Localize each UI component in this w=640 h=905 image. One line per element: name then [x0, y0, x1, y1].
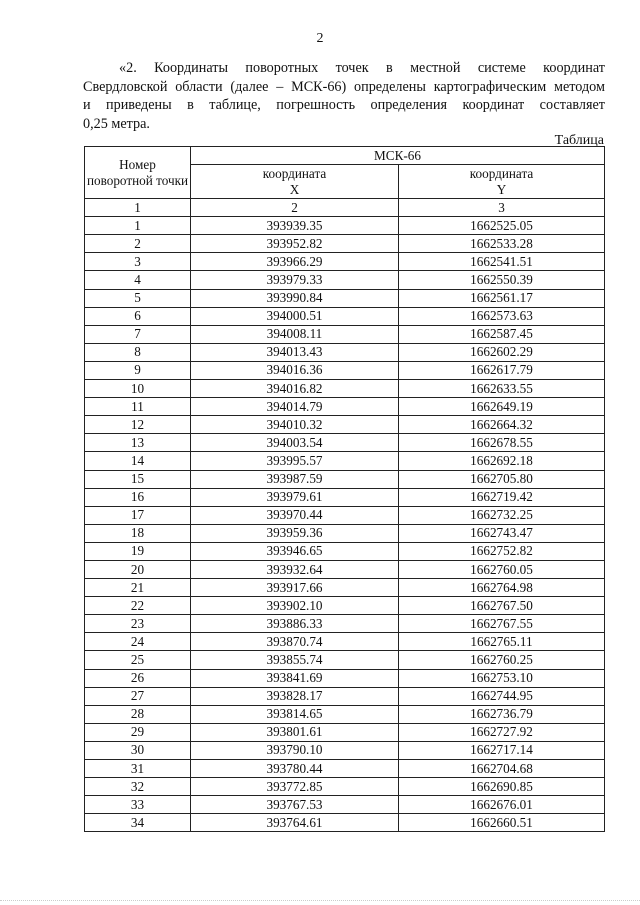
coordinate-y-cell: 1662678.55: [399, 434, 605, 452]
coordinate-x-cell: 393841.69: [191, 669, 399, 687]
point-number-cell: 19: [85, 542, 191, 560]
coordinate-y-cell: 1662704.68: [399, 760, 605, 778]
coordinate-y-cell: 1662525.05: [399, 217, 605, 235]
table-row: [85, 814, 605, 832]
coordinate-x-cell: 394013.43: [191, 343, 399, 361]
table-row: [85, 416, 605, 434]
table-row: [85, 669, 605, 687]
point-number-cell: 9: [85, 361, 191, 379]
coordinate-x-cell: 393902.10: [191, 597, 399, 615]
coordinate-y-cell: 1662732.25: [399, 506, 605, 524]
coordinate-x-cell: 393970.44: [191, 506, 399, 524]
point-number-cell: 18: [85, 524, 191, 542]
point-number-cell: 1: [85, 217, 191, 235]
coordinate-y-cell: 1662617.79: [399, 361, 605, 379]
coordinate-y-cell: 1662705.80: [399, 470, 605, 488]
table-row: [85, 343, 605, 361]
coordinate-x-cell: 393952.82: [191, 235, 399, 253]
point-number-cell: 12: [85, 416, 191, 434]
header-x-label: координата: [262, 165, 327, 181]
coordinate-x-cell: 394010.32: [191, 416, 399, 434]
table-body: [85, 217, 605, 832]
coordinate-x-cell: 393790.10: [191, 741, 399, 759]
coordinate-y-cell: 1662760.25: [399, 651, 605, 669]
table-row: [85, 470, 605, 488]
header-x-axis: X: [289, 181, 300, 197]
coordinate-x-cell: 393979.61: [191, 488, 399, 506]
coordinate-x-cell: 393772.85: [191, 778, 399, 796]
point-number-cell: 8: [85, 343, 191, 361]
intro-paragraph: [83, 59, 605, 133]
coordinate-y-cell: 1662550.39: [399, 271, 605, 289]
intro-line-3: и приведены в таблице, погрешность определения координат составляет: [83, 97, 605, 113]
column-numbers-row: [85, 199, 605, 217]
coordinate-x-cell: 393764.61: [191, 814, 399, 832]
point-number-cell: 17: [85, 506, 191, 524]
table-row: [85, 542, 605, 560]
table-caption: Таблица: [554, 133, 604, 148]
point-number-cell: 24: [85, 633, 191, 651]
coordinate-x-cell: 393946.65: [191, 542, 399, 560]
coordinate-y-cell: 1662760.05: [399, 560, 605, 578]
point-number-cell: 3: [85, 253, 191, 271]
point-number-cell: 29: [85, 723, 191, 741]
coordinate-y-cell: 1662602.29: [399, 343, 605, 361]
coordinate-y-cell: 1662767.50: [399, 597, 605, 615]
table-row: [85, 760, 605, 778]
point-number-cell: 30: [85, 741, 191, 759]
point-number-cell: 33: [85, 796, 191, 814]
point-number-cell: 5: [85, 289, 191, 307]
point-number-cell: 4: [85, 271, 191, 289]
coordinate-x-cell: 393959.36: [191, 524, 399, 542]
point-number-cell: 25: [85, 651, 191, 669]
coordinate-x-cell: 394014.79: [191, 398, 399, 416]
coordinate-x-cell: 393801.61: [191, 723, 399, 741]
point-number-cell: 14: [85, 452, 191, 470]
table-row: [85, 289, 605, 307]
column-number: 3: [399, 199, 605, 217]
table-row: [85, 253, 605, 271]
point-number-cell: 6: [85, 307, 191, 325]
column-number: 1: [85, 199, 191, 217]
coordinate-x-cell: 393855.74: [191, 651, 399, 669]
coordinate-x-cell: 393932.64: [191, 560, 399, 578]
point-number-cell: 34: [85, 814, 191, 832]
point-number-cell: 10: [85, 380, 191, 398]
coordinate-y-cell: 1662587.45: [399, 325, 605, 343]
intro-line-2: Свердловской области (далее – МСК-66) определены картографическим методом: [83, 78, 605, 95]
coordinate-y-cell: 1662719.42: [399, 488, 605, 506]
coordinate-y-cell: 1662692.18: [399, 452, 605, 470]
table-row: [85, 741, 605, 759]
coordinate-y-cell: 1662752.82: [399, 542, 605, 560]
table-row: [85, 488, 605, 506]
header-y-axis: Y: [496, 181, 507, 197]
coordinate-y-cell: 1662676.01: [399, 796, 605, 814]
coordinate-y-cell: 1662744.95: [399, 687, 605, 705]
table-header: [85, 147, 605, 217]
intro-line-4: 0,25 метра.: [83, 115, 150, 132]
header-y-label: координата: [469, 165, 534, 181]
coordinate-x-cell: 393990.84: [191, 289, 399, 307]
coordinate-y-cell: 1662743.47: [399, 524, 605, 542]
coordinate-x-cell: 393767.53: [191, 796, 399, 814]
coordinates-table: [84, 146, 605, 832]
page-bottom-rule: [0, 900, 640, 901]
header-coordinate-system: МСК-66: [191, 147, 605, 165]
point-number-cell: 7: [85, 325, 191, 343]
point-number-cell: 28: [85, 705, 191, 723]
point-number-cell: 2: [85, 235, 191, 253]
coordinate-y-cell: 1662649.19: [399, 398, 605, 416]
coordinate-x-cell: 393780.44: [191, 760, 399, 778]
coordinate-y-cell: 1662561.17: [399, 289, 605, 307]
coordinate-x-cell: 393987.59: [191, 470, 399, 488]
point-number-cell: 32: [85, 778, 191, 796]
coordinate-y-cell: 1662765.11: [399, 633, 605, 651]
table-row: [85, 687, 605, 705]
coordinate-x-cell: 393939.35: [191, 217, 399, 235]
table-row: [85, 307, 605, 325]
coordinate-y-cell: 1662573.63: [399, 307, 605, 325]
header-point-number: Номер поворотной точки: [85, 147, 191, 199]
coordinate-x-cell: 393828.17: [191, 687, 399, 705]
coordinate-y-cell: 1662717.14: [399, 741, 605, 759]
point-number-cell: 31: [85, 760, 191, 778]
point-number-cell: 27: [85, 687, 191, 705]
coordinate-x-cell: 394016.82: [191, 380, 399, 398]
column-number: 2: [191, 199, 399, 217]
intro-line-1: «2. Координаты поворотных точек в местной системе координат: [119, 60, 605, 76]
coordinate-x-cell: 393870.74: [191, 633, 399, 651]
table-row: [85, 271, 605, 289]
point-number-cell: 22: [85, 597, 191, 615]
table-row: [85, 705, 605, 723]
table-row: [85, 380, 605, 398]
point-number-cell: 26: [85, 669, 191, 687]
coordinate-y-cell: 1662736.79: [399, 705, 605, 723]
table-row: [85, 361, 605, 379]
coordinate-y-cell: 1662664.32: [399, 416, 605, 434]
coordinate-x-cell: 393995.57: [191, 452, 399, 470]
coordinate-x-cell: 393917.66: [191, 579, 399, 597]
table-row: [85, 615, 605, 633]
table-row: [85, 560, 605, 578]
table-row: [85, 325, 605, 343]
coordinate-y-cell: 1662767.55: [399, 615, 605, 633]
coordinate-y-cell: 1662764.98: [399, 579, 605, 597]
page-number: 2: [316, 31, 324, 46]
coordinate-y-cell: 1662533.28: [399, 235, 605, 253]
table-row: [85, 723, 605, 741]
coordinate-x-cell: 394016.36: [191, 361, 399, 379]
table-row: [85, 651, 605, 669]
table-row: [85, 597, 605, 615]
coordinate-x-cell: 393979.33: [191, 271, 399, 289]
coordinate-x-cell: 393886.33: [191, 615, 399, 633]
table-row: [85, 506, 605, 524]
point-number-cell: 23: [85, 615, 191, 633]
point-number-cell: 13: [85, 434, 191, 452]
point-number-cell: 15: [85, 470, 191, 488]
coordinate-y-cell: 1662541.51: [399, 253, 605, 271]
coordinate-x-cell: 394003.54: [191, 434, 399, 452]
point-number-cell: 20: [85, 560, 191, 578]
table-row: [85, 778, 605, 796]
point-number-cell: 21: [85, 579, 191, 597]
coordinate-x-cell: 394008.11: [191, 325, 399, 343]
table-row: [85, 579, 605, 597]
table-row: [85, 434, 605, 452]
table-row: [85, 524, 605, 542]
coordinate-y-cell: 1662690.85: [399, 778, 605, 796]
header-coordinate-y: [399, 165, 605, 199]
table-row: [85, 398, 605, 416]
coordinate-x-cell: 393966.29: [191, 253, 399, 271]
coordinate-y-cell: 1662660.51: [399, 814, 605, 832]
header-coordinate-x: [191, 165, 399, 199]
table-row: [85, 217, 605, 235]
table-row: [85, 452, 605, 470]
table-row: [85, 235, 605, 253]
point-number-cell: 16: [85, 488, 191, 506]
point-number-cell: 11: [85, 398, 191, 416]
coordinate-y-cell: 1662753.10: [399, 669, 605, 687]
table-row: [85, 633, 605, 651]
coordinate-x-cell: 393814.65: [191, 705, 399, 723]
coordinate-y-cell: 1662727.92: [399, 723, 605, 741]
table-row: [85, 796, 605, 814]
coordinate-y-cell: 1662633.55: [399, 380, 605, 398]
coordinate-x-cell: 394000.51: [191, 307, 399, 325]
